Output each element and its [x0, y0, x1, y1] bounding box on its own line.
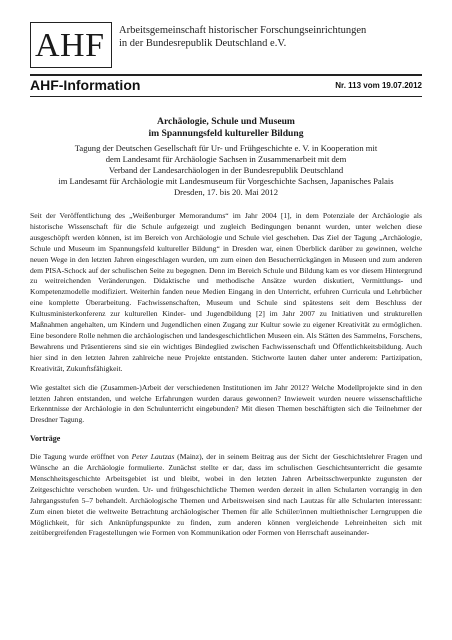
org-line-2: in der Bundesrepublik Deutschland e.V.: [119, 38, 287, 49]
ahf-logo: [30, 22, 112, 68]
body-paragraph: Seit der Veröffentlichung des „Weißenburger Memorandums“ im Jahr 2004 [1], in dem Potenziale der Archäologie als historische Wissenschaft für die Schule aufgezeigt und zugleich Bedingungen benannt wurden, unter welchen diese ausgeschöpft werden können, ist im Bereich von Archäologie und Schule viel geschehen. Das Ziel der Tagung „Archäologie, Schule und Museum im Spannungsfeld kultureller Bildung“ in Dresden war, einen Überblick darüber zu gewinnen, welche neuen Wege in den letzten Jahren eingeschlagen wurden, um zum einen den Besucherrückgängen in Museen und zum anderen dem PISA-Schock auf der schulischen Seite zu begegnen. Denn im Bereich Schule und Bildung kam es vor diesem Hintergrund zu weitreichenden Veränderungen. Didaktische und methodische Ansätze wurden diskutiert, Vermittlungs- und Kompetenzmodelle modifiziert. Weiterhin fanden neue Medien Eingang in den Unterricht, erfuhren Curricula und Lehrbücher eine komplette Überarbeitung. Fachwissenschaften, Museum und Schule sind spätestens seit dem Beschluss der Kultusministerkonferenz zur kulturellen Kinder- und Jugendbildung [2] im Jahr 2007 zu Initiativen und strukturellen Maßnahmen angehalten, um Kindern und Jugendlichen einen Zugang zur Kultur sowie zu eigener Kreativität zu ermöglichen. Eine besondere Rolle nehmen die archäologischen und landesgeschichtlichen Museen ein. Als Stätten des Sammelns, Forschens, Bewahrens und Präsentierens sind sie ein wichtiges Bindeglied zwischen Fachwissenschaft und Öffentlichkeitsbildung. Auch hier sind in den letzten Jahren zahlreiche neue Projekte entstanden. Stichworte lauten daher unter anderem: Partizipation, Kreativität, Zukunftsfähigkeit.: [30, 211, 422, 373]
org-line-1: Arbeitsgemeinschaft historischer Forschungseinrichtungen: [119, 25, 367, 36]
article: [30, 116, 422, 547]
event-info: [30, 143, 422, 198]
article-body: [30, 211, 422, 539]
event-line: Dresden, 17. bis 20. Mai 2012: [173, 187, 279, 197]
organization-name: [119, 24, 366, 50]
event-line: Tagung der Deutschen Gesellschaft für Ur- und Frühgeschichte e. V. in Kooperation mit: [74, 143, 378, 153]
event-line: dem Landesamt für Archäologie Sachsen in Zusammenarbeit mit dem: [105, 154, 347, 164]
article-title-line-1: Archäologie, Schule und Museum: [157, 116, 295, 127]
event-line: im Landesamt für Archäologie mit Landesmuseum für Vorgeschichte Sachsen, Japanisches Palais: [58, 176, 394, 186]
header-rule-top: [30, 74, 422, 76]
body-paragraph: [30, 452, 422, 539]
paragraph-text: Die Tagung wurde eröffnet von: [30, 452, 132, 462]
section-heading: Vorträge: [30, 434, 61, 444]
paragraph-text: (Mainz), der in seinem Beitrag aus der Sicht der Geschichtslehrer Fragen und Wünsche an die Archäologie formulierte. Zunächst stellte er dar, dass im schulischen Geschichtsunterricht die gesamte Menschheitsgeschichte Arbeitsgebiet ist und bleibt, wobei in den letzten Jahren Arbeitsschwerpunkte zugunsten der Zeitgeschichte verschoben wurden. Ur- und frühgeschichtliche Themen werden derzeit in allen Schularten vorrangig in den Jahrgangsstufen 5–7 behandelt. Archäologische Themen und Arbeitsweisen sind nach Lautzas für alle Schularten interessant: Zum einen bietet die weltweite Betrachtung archäologischer Themen für alle Schüler/innen multiethnischer Lerngruppen die Möglichkeit, für sich Anknüpfungspunkte zu finden, zum anderen können vergleichende Lehreinheiten sich mit zeitübergreifenden Fragestellungen wie Formen von Kommunikation oder Formen von Herrschaft auseinander-: [30, 452, 422, 538]
body-paragraph: Wie gestaltet sich die (Zusammen-)Arbeit der verschiedenen Institutionen im Jahr 2012? Welche Modellprojekte sind in den letzten Jahren entstanden, und welche Erfahrungen wurden daraus gewonnen? Inwieweit wurden neuere wissenschaftliche Erkenntnisse der Archäologie in den Schulunterricht eingebunden? Mit diesen Themen beschäftigten sich die Teilnehmer der Dresdner Tagung.: [30, 382, 422, 425]
issue-number: Nr. 113 vom 19.07.2012: [335, 81, 422, 90]
event-line: Verband der Landesarchäologen in der Bundesrepublik Deutschland: [108, 165, 344, 175]
article-title-line-2: im Spannungsfeld kultureller Bildung: [148, 128, 304, 139]
speaker-name: Peter Lautzas: [131, 452, 175, 462]
logo-text: AHF: [35, 27, 105, 64]
article-title: [30, 116, 422, 140]
info-title: AHF-Information: [30, 77, 141, 93]
header-rule-bottom: [30, 96, 422, 97]
